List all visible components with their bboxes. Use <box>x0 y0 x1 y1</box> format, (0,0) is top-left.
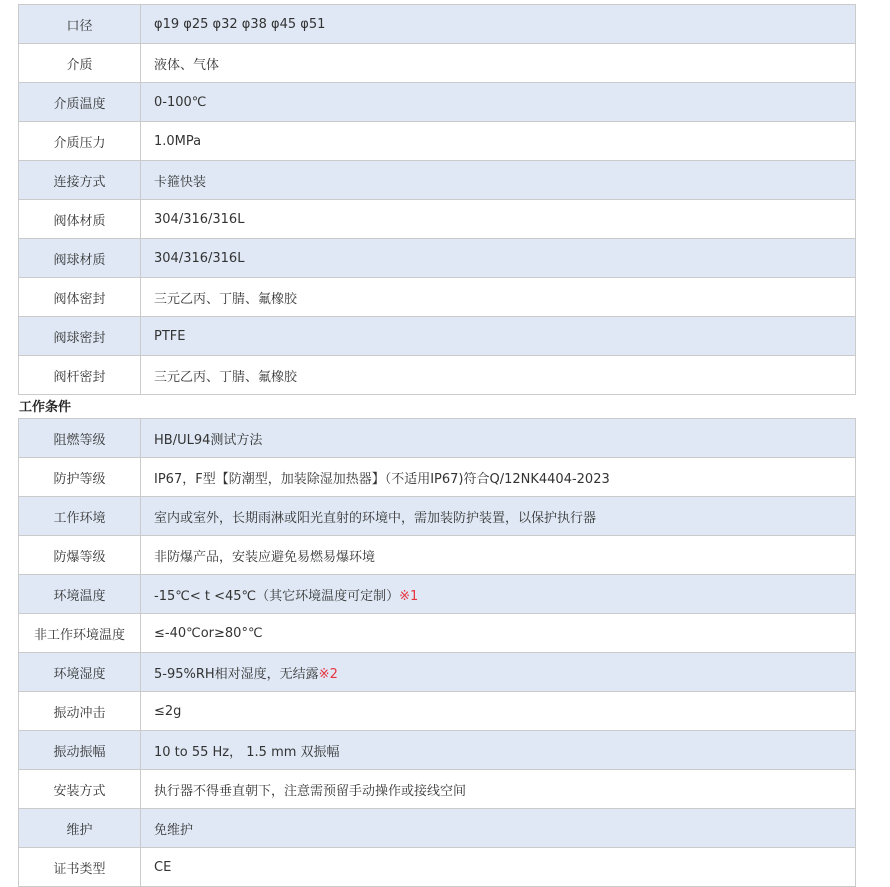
table-row <box>19 614 856 653</box>
row-label: 阀杆密封 <box>19 356 141 395</box>
row-label: 连接方式 <box>19 161 141 200</box>
row-value: 执行器不得垂直朝下，注意需预留手动操作或接线空间 <box>154 783 467 799</box>
row-label: 振动冲击 <box>19 692 141 731</box>
table-row <box>19 83 856 122</box>
row-label: 防爆等级 <box>19 536 141 575</box>
row-value: 304/316/316L <box>154 211 245 227</box>
row-value: 5-95%RH相对湿度，无结露 <box>154 666 319 682</box>
row-label: 介质 <box>19 44 141 83</box>
row-label: 工作环境 <box>19 497 141 536</box>
row-value-cell <box>141 653 856 692</box>
row-value-cell <box>141 356 856 395</box>
row-value: 室内或室外，长期雨淋或阳光直射的环境中，需加装防护装置，以保护执行器 <box>154 510 597 526</box>
row-value: PTFE <box>154 328 186 344</box>
table-row <box>19 536 856 575</box>
row-label: 维护 <box>19 809 141 848</box>
row-label: 介质温度 <box>19 83 141 122</box>
row-value-cell <box>141 497 856 536</box>
row-value-cell <box>141 809 856 848</box>
table-row <box>19 161 856 200</box>
table-row <box>19 278 856 317</box>
row-label: 安装方式 <box>19 770 141 809</box>
row-value: φ19 φ25 φ32 φ38 φ45 φ51 <box>154 16 326 32</box>
table-row <box>19 419 856 458</box>
row-value-cell <box>141 536 856 575</box>
row-value: ≤2g <box>154 703 182 719</box>
row-label: 阀球密封 <box>19 317 141 356</box>
row-value-cell <box>141 278 856 317</box>
table-row <box>19 497 856 536</box>
row-label: 环境湿度 <box>19 653 141 692</box>
table-row <box>19 44 856 83</box>
row-label: 介质压力 <box>19 122 141 161</box>
table-row <box>19 5 856 44</box>
row-value-cell <box>141 122 856 161</box>
table-row <box>19 239 856 278</box>
row-value-cell <box>141 692 856 731</box>
table-row <box>19 122 856 161</box>
valve-spec-body <box>19 5 856 395</box>
row-value-cell <box>141 614 856 653</box>
row-value: ≤-40℃or≥80°℃ <box>154 625 263 641</box>
footnote-mark: ※1 <box>399 588 419 604</box>
row-value: 免维护 <box>154 822 194 838</box>
row-value: IP67，F型【防潮型，加装除湿加热器】（不适用IP67)符合Q/12NK4404-2023 <box>154 471 610 487</box>
row-value: 304/316/316L <box>154 250 245 266</box>
row-value-cell <box>141 419 856 458</box>
row-label: 阻燃等级 <box>19 419 141 458</box>
table-row <box>19 356 856 395</box>
table-row <box>19 458 856 497</box>
row-value-cell <box>141 44 856 83</box>
row-value: 0-100℃ <box>154 94 207 110</box>
row-value: 液体、气体 <box>154 57 220 73</box>
row-value-cell <box>141 770 856 809</box>
row-value-cell <box>141 239 856 278</box>
row-value-cell <box>141 317 856 356</box>
row-value: CE <box>154 859 172 875</box>
row-value: -15℃< t <45℃（其它环境温度可定制） <box>154 588 400 604</box>
section-title: 工作条件 <box>19 400 72 415</box>
row-value: 卡箍快装 <box>154 174 207 190</box>
footnote-mark: ※2 <box>318 666 338 682</box>
row-value-cell <box>141 848 856 887</box>
row-label: 阀体材质 <box>19 200 141 239</box>
row-label: 非工作环境温度 <box>19 614 141 653</box>
row-label: 防护等级 <box>19 458 141 497</box>
row-value-cell <box>141 161 856 200</box>
row-value-cell <box>141 200 856 239</box>
row-value-cell <box>141 5 856 44</box>
table-row <box>19 200 856 239</box>
row-value: 1.0MPa <box>154 133 202 149</box>
table-row <box>19 317 856 356</box>
work-conditions-body <box>19 419 856 887</box>
row-label: 阀体密封 <box>19 278 141 317</box>
table-row <box>19 770 856 809</box>
row-value-cell <box>141 458 856 497</box>
row-value: 三元乙丙、丁腈、氟橡胶 <box>154 369 298 385</box>
valve-spec-table <box>18 4 856 395</box>
table-row <box>19 848 856 887</box>
row-value-cell <box>141 575 856 614</box>
row-label: 口径 <box>19 5 141 44</box>
row-label: 振动振幅 <box>19 731 141 770</box>
row-value: HB/UL94测试方法 <box>154 432 263 448</box>
row-value: 10 to 55 Hz， 1.5 mm 双振幅 <box>154 744 340 760</box>
row-value: 非防爆产品，安装应避免易燃易爆环境 <box>154 549 376 565</box>
row-label: 环境温度 <box>19 575 141 614</box>
row-label: 证书类型 <box>19 848 141 887</box>
row-value-cell <box>141 83 856 122</box>
table-row <box>19 653 856 692</box>
row-value: 三元乙丙、丁腈、氟橡胶 <box>154 291 298 307</box>
table-row <box>19 575 856 614</box>
table-row <box>19 809 856 848</box>
table-row <box>19 692 856 731</box>
work-conditions-table <box>18 418 856 887</box>
row-label: 阀球材质 <box>19 239 141 278</box>
table-row <box>19 731 856 770</box>
row-value-cell <box>141 731 856 770</box>
